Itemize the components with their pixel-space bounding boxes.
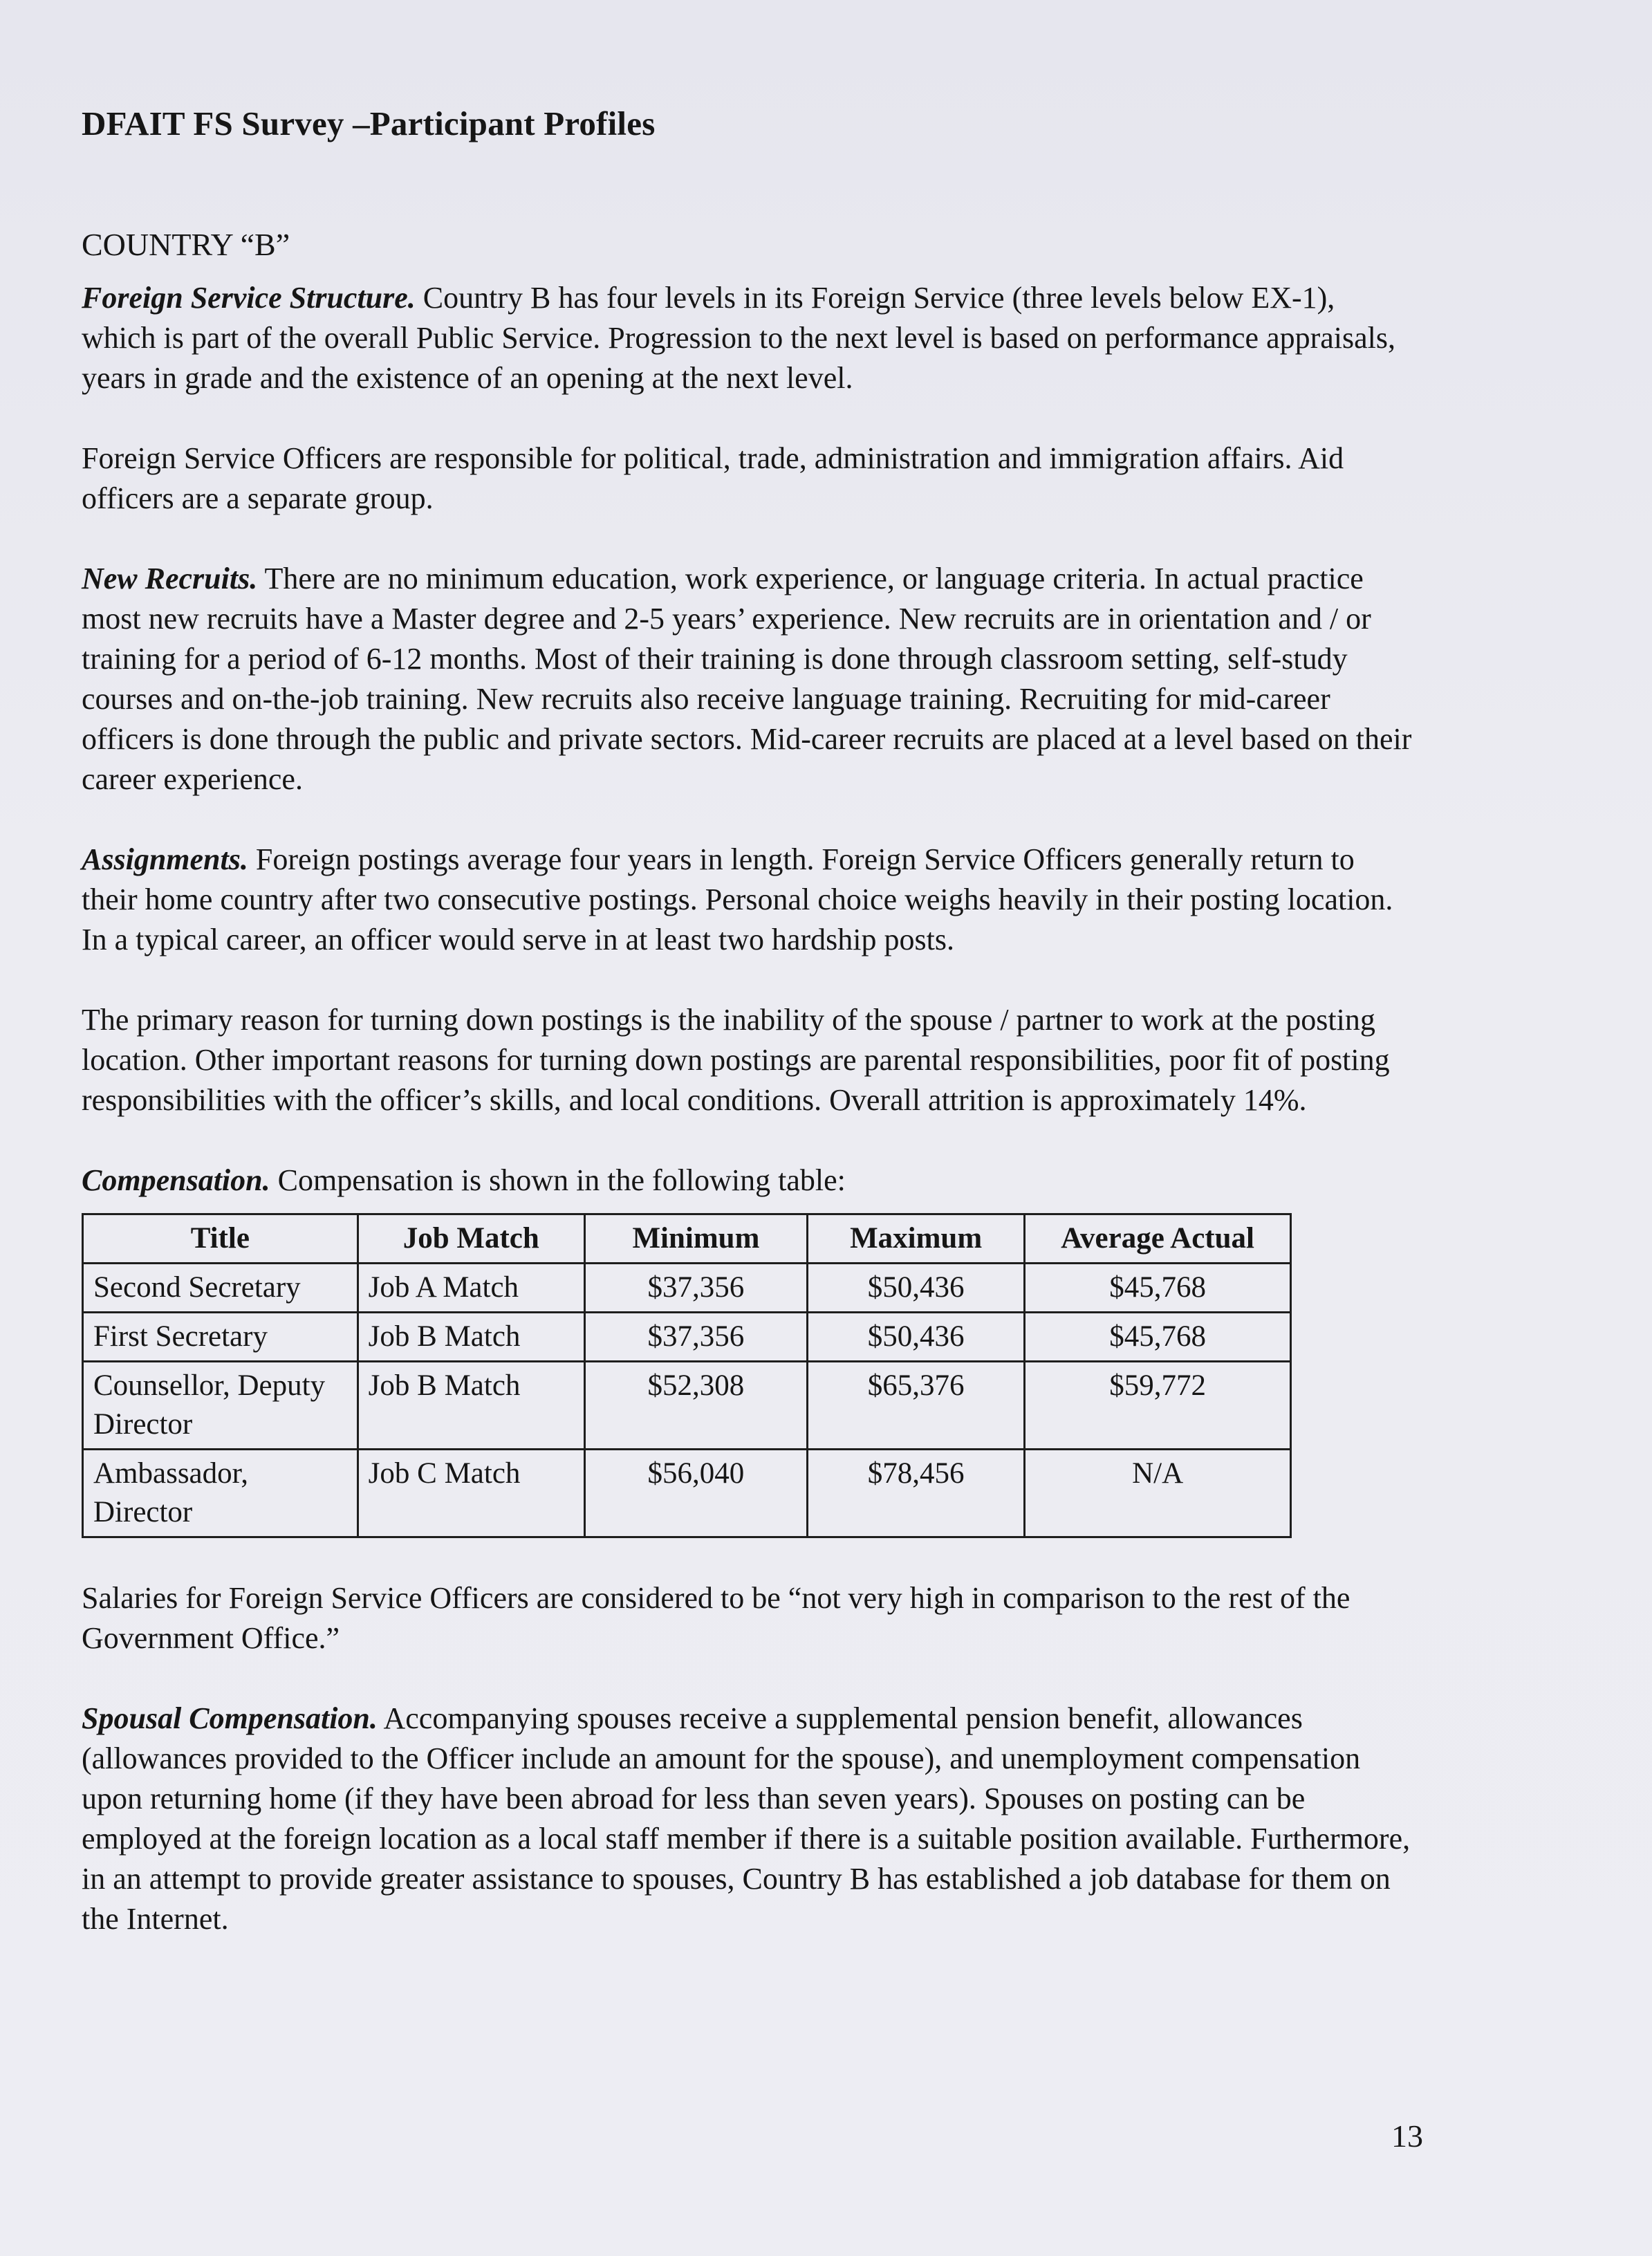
compensation-table <box>82 1213 1292 1538</box>
cell-title: Counsellor, Deputy Director <box>83 1362 358 1450</box>
lead-spousal: Spousal Compensation. <box>82 1701 378 1735</box>
cell-maximum: $78,456 <box>808 1450 1025 1537</box>
text-structure: Country B has four levels in its Foreign Service (three levels below EX-1), which is part of the overall Public Service. Progression to the next level is based on performance appraisals, years in grade and the existence of an opening at the next level. <box>82 281 1396 395</box>
table-row <box>83 1450 1291 1537</box>
text-turning-down: The primary reason for turning down postings is the inability of the spouse / partner to work at the posting location. Other important reasons for turning down postings are parental responsibilities, poor fit of posting responsibilities with the officer’s skills, and local conditions. Overall attrition is approximately 14%. <box>82 1003 1390 1117</box>
paragraph-spousal <box>82 1699 1416 1939</box>
paragraph-officers <box>82 438 1416 519</box>
header-job-match: Job Match <box>358 1214 584 1264</box>
page-content <box>82 104 1416 1979</box>
lead-recruits: New Recruits. <box>82 562 258 595</box>
cell-maximum: $50,436 <box>808 1313 1025 1362</box>
paragraph-assignments <box>82 840 1416 960</box>
cell-minimum: $52,308 <box>584 1362 807 1450</box>
page-number: 13 <box>1391 2118 1423 2154</box>
lead-structure: Foreign Service Structure. <box>82 281 416 315</box>
text-officers: Foreign Service Officers are responsible for political, trade, administration and immigration affairs. Aid officers are a separate group. <box>82 441 1344 515</box>
text-compensation: Compensation is shown in the following table: <box>270 1163 846 1197</box>
cell-title: First Secretary <box>83 1313 358 1362</box>
cell-average-actual: $59,772 <box>1025 1362 1291 1450</box>
paragraph-salaries <box>82 1578 1416 1658</box>
cell-average-actual: $45,768 <box>1025 1313 1291 1362</box>
header-title: Title <box>83 1214 358 1264</box>
cell-minimum: $56,040 <box>584 1450 807 1537</box>
paragraph-compensation <box>82 1161 1416 1201</box>
cell-title: Ambassador, Director <box>83 1450 358 1537</box>
table-header-row <box>83 1214 1291 1264</box>
cell-job-match: Job B Match <box>358 1362 584 1450</box>
paragraph-structure <box>82 278 1416 398</box>
text-salaries: Salaries for Foreign Service Officers are considered to be “not very high in comparison to the rest of the Government Office.” <box>82 1581 1351 1655</box>
cell-minimum: $37,356 <box>584 1264 807 1313</box>
document-header: DFAIT FS Survey –Participant Profiles <box>82 104 656 142</box>
cell-minimum: $37,356 <box>584 1313 807 1362</box>
text-recruits: There are no minimum education, work experience, or language criteria. In actual practice most new recruits have a Master degree and 2-5 years’ experience. New recruits are in orientation and / or training for a period of 6-12 months. Most of their training is done through classroom setting, self-study courses and on-the-job training. New recruits also receive language training. Recruiting for mid-career officers is done through the public and private sectors. Mid-career recruits are placed at a level based on their career experience. <box>82 562 1412 796</box>
header-maximum: Maximum <box>808 1214 1025 1264</box>
table-row <box>83 1264 1291 1313</box>
cell-job-match: Job C Match <box>358 1450 584 1537</box>
lead-compensation: Compensation. <box>82 1163 270 1197</box>
table-row <box>83 1313 1291 1362</box>
text-assignments: Foreign postings average four years in length. Foreign Service Officers generally return to their home country after two consecutive postings. Personal choice weighs heavily in their posting location. In a typical career, an officer would serve in at least two hardship posts. <box>82 842 1393 956</box>
text-spousal: Accompanying spouses receive a supplemental pension benefit, allowances (allowances provided to the Officer include an amount for the spouse), and unemployment compensation upon returning home (if they have been abroad for less than seven years). Spouses on posting can be employed at the foreign location as a local staff member if there is a suitable position available. Furthermore, in an attempt to provide greater assistance to spouses, Country B has established a job database for them on the Internet. <box>82 1701 1411 1936</box>
country-heading: COUNTRY “B” <box>82 227 290 262</box>
cell-average-actual: $45,768 <box>1025 1264 1291 1313</box>
cell-job-match: Job B Match <box>358 1313 584 1362</box>
lead-assignments: Assignments. <box>82 842 248 876</box>
cell-job-match: Job A Match <box>358 1264 584 1313</box>
paragraph-recruits <box>82 559 1416 799</box>
cell-average-actual: N/A <box>1025 1450 1291 1537</box>
cell-maximum: $50,436 <box>808 1264 1025 1313</box>
header-minimum: Minimum <box>584 1214 807 1264</box>
paragraph-turning-down <box>82 1000 1416 1120</box>
cell-title: Second Secretary <box>83 1264 358 1313</box>
table-row <box>83 1362 1291 1450</box>
cell-maximum: $65,376 <box>808 1362 1025 1450</box>
header-average-actual: Average Actual <box>1025 1214 1291 1264</box>
